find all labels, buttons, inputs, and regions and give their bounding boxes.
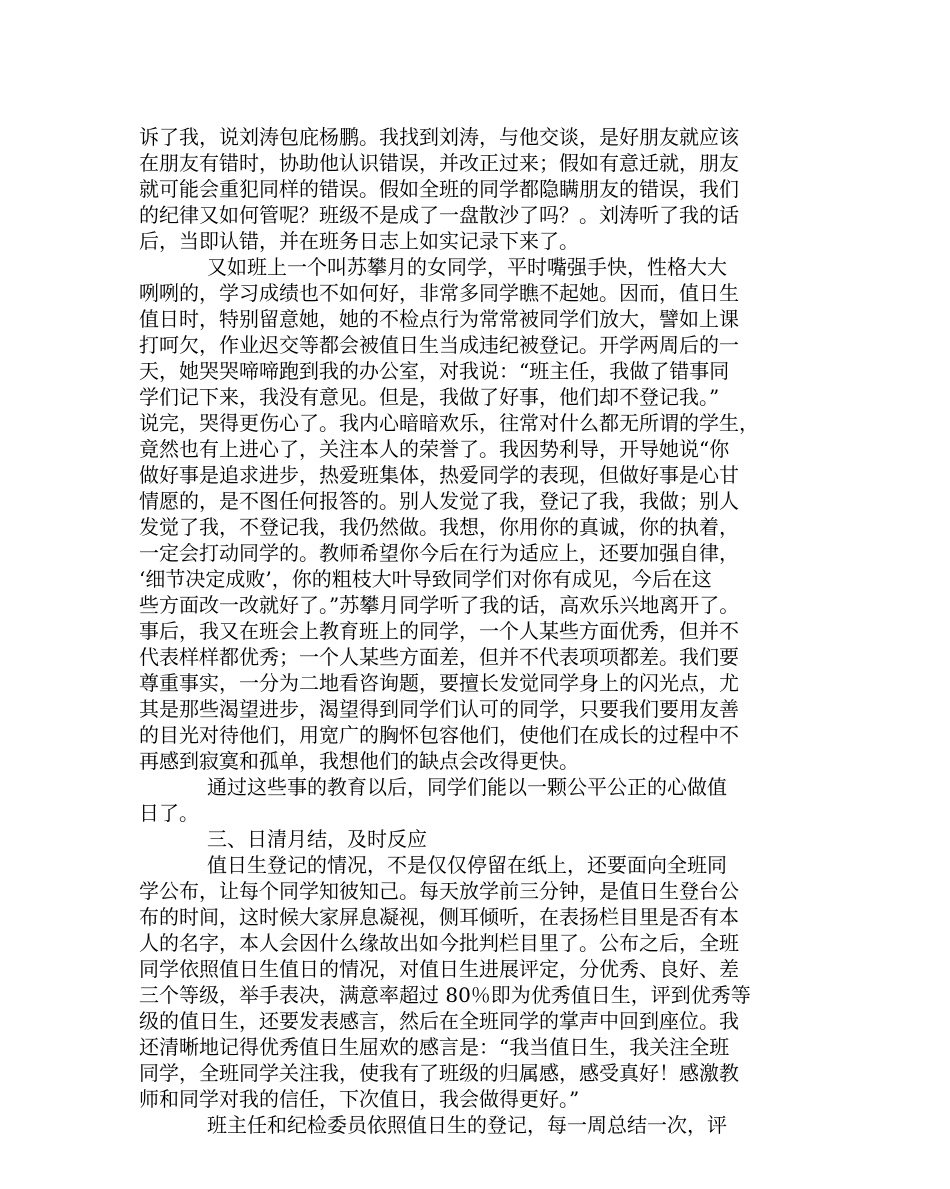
- paragraph-start-line: 班主任和纪检委员依照值日生的登记，每一周总结一次，评: [207, 1113, 727, 1137]
- text-line: 打呵欠，作业迟交等都会被值日生当成违纪被登记。开学两周后的一: [139, 333, 739, 357]
- text-line: 人的名字，本人会因什么缘故出如今批判栏目里了。公布之后，全班: [139, 931, 739, 955]
- text-line: 同学，全班同学关注我，使我有了班级的归属感，感受真好！感激教: [139, 1061, 739, 1085]
- text-line: 的纪律又如何管呢？班级不是成了一盘散沙了吗？。刘涛听了我的话: [139, 203, 739, 227]
- text-line: 师和同学对我的信任，下次值日，我会做得更好。”: [139, 1087, 580, 1111]
- text-line: 诉了我，说刘涛包庇杨鹏。我找到刘涛，与他交谈，是好朋友就应该: [139, 125, 739, 149]
- text-line: 就可能会重犯同样的错误。假如全班的同学都隐瞒朋友的错误，我们: [139, 177, 739, 201]
- text-line: 学们记下来，我没有意见。但是，我做了好事，他们却不登记我。”: [139, 385, 720, 409]
- text-line: 学公布，让每个同学知彼知己。每天放学前三分钟，是值日生登台公: [139, 879, 739, 903]
- text-line: 天，她哭哭啼啼跑到我的办公室，对我说：“班主任，我做了错事同: [139, 359, 730, 383]
- text-line: 值日时，特别留意她，她的不检点行为常常被同学们放大，譬如上课: [139, 307, 739, 331]
- body-text: [139, 124, 815, 1138]
- text-line: 再感到寂寞和孤单，我想他们的缺点会改得更快。: [139, 749, 579, 773]
- text-line: 级的值日生，还要发表感言，然后在全班同学的掌声中回到座位。我: [139, 1009, 739, 1033]
- paragraph-start-line: 又如班上一个叫苏攀月的女同学，平时嘴强手快，性格大大: [207, 255, 727, 279]
- paragraph-start-line: 值日生登记的情况，不是仅仅停留在纸上，还要面向全班同: [207, 853, 727, 877]
- text-line: 代表样样都优秀；一个人某些方面差，但并不代表项项都差。我们要: [139, 645, 739, 669]
- text-line: 尊重事实，一分为二地看咨询题，要擅长发觉同学身上的闪光点，尤: [139, 671, 739, 695]
- text-line: 的目光对待他们，用宽广的胸怀包容他们，使他们在成长的过程中不: [139, 723, 739, 747]
- text-line: 发觉了我，不登记我，我仍然做。我想，你用你的真诚，你的执着，: [139, 515, 739, 539]
- text-line: 事后，我又在班会上教育班上的同学，一个人某些方面优秀，但并不: [139, 619, 739, 643]
- text-line: 日了。: [139, 801, 199, 825]
- text-line: 还清晰地记得优秀值日生屈欢的感言是：“我当值日生，我关注全班: [139, 1035, 730, 1059]
- text-line: 情愿的，是不图任何报答的。别人发觉了我，登记了我，我做；别人: [139, 489, 739, 513]
- text-line: 在朋友有错时，协助他认识错误，并改正过来；假如有意迁就，朋友: [139, 151, 739, 175]
- text-line: 咧咧的，学习成绩也不如何好，非常多同学瞧不起她。因而，值日生: [139, 281, 739, 305]
- text-line: 一定会打动同学的。教师希望你今后在行为适应上，还要加强自律，: [139, 541, 739, 565]
- text-line: 同学依照值日生值日的情况，对值日生进展评定，分优秀、良好、差: [139, 957, 739, 981]
- text-line: 其是那些渴望进步，渴望得到同学们认可的同学，只要我们要用友善: [139, 697, 739, 721]
- text-line: 后，当即认错，并在班务日志上如实记录下来了。: [139, 229, 579, 253]
- text-line: 些方面改一改就好了。”苏攀月同学听了我的话，高欢乐兴地离开了。: [139, 593, 740, 617]
- text-line: 布的时间，这时候大家屏息凝视，侧耳倾听，在表扬栏目里是否有本: [139, 905, 739, 929]
- text-line: 说完，哭得更伤心了。我内心暗暗欢乐，往常对什么都无所谓的学生，: [139, 411, 759, 435]
- text-line: 三个等级，举手表决，满意率超过 80％即为优秀值日生，评到优秀等: [139, 983, 751, 1007]
- text-line: 做好事是追求进步，热爱班集体，热爱同学的表现，但做好事是心甘: [139, 463, 739, 487]
- text-line: 竟然也有上进心了，关注本人的荣誉了。我因势利导，开导她说“你: [139, 437, 730, 461]
- paragraph-start-line: 通过这些事的教育以后，同学们能以一颗公平公正的心做值: [207, 775, 727, 799]
- section-heading: 三、日清月结，及时反应: [207, 827, 427, 851]
- text-line: ‘细节决定成败’，你的粗枝大叶导致同学们对你有成见，今后在这: [139, 567, 712, 591]
